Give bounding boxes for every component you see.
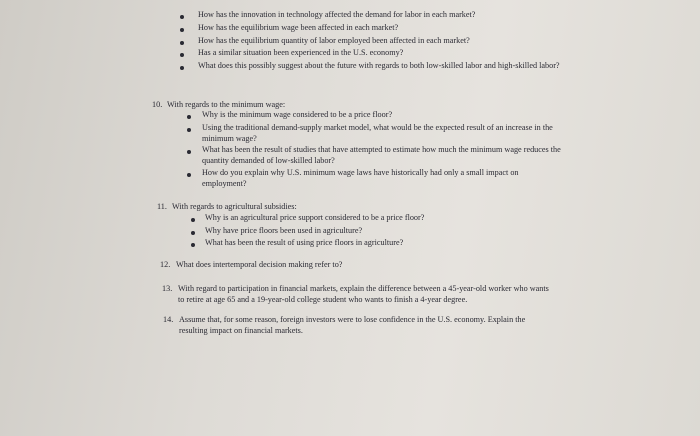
question-number: 14. (163, 315, 174, 324)
list-item: How has the equilibrium wage been affected in each market? (198, 23, 399, 32)
bullet-dot (180, 28, 184, 32)
list-item: What has been the result of studies that have attempted to estimate how much the minimum wage reduces the quantity demanded of low-skilled labor? (202, 145, 561, 165)
list-item: What has been the result of using price floors in agriculture? (205, 238, 404, 247)
bullet-dot (187, 115, 191, 119)
list-item: What does this possibly suggest about the future with regards to both low-skilled labor and high-skilled labor? (198, 61, 560, 70)
list-item: Has a similar situation been experienced in the U.S. economy? (198, 48, 404, 57)
bullet-dot (180, 15, 184, 19)
list-item: Why have price floors been used in agriculture? (205, 226, 363, 235)
question-text: Assume that, for some reason, foreign investors were to lose confidence in the U.S. economy. Explain the resulting impact on financial markets. (179, 315, 526, 335)
list-item: Why is the minimum wage considered to be a price floor? (202, 110, 393, 119)
list-item: Using the traditional demand-supply market model, what would be the expected result of an increase in the minimum wage? (202, 123, 553, 143)
list-item: How do you explain why U.S. minimum wage laws have historically had only a small impact on employment? (202, 168, 519, 188)
question-number: 11. (157, 202, 167, 211)
list-item: How has the equilibrium quantity of labor employed been affected in each market? (198, 36, 470, 45)
list-item: How has the innovation in technology affected the demand for labor in each market? (198, 10, 476, 19)
question-number: 13. (162, 284, 173, 293)
question-text: What does intertemporal decision making refer to? (176, 260, 343, 269)
question-text: With regard to participation in financial markets, explain the difference between a 45-year-old worker who wants to retire at age 65 and a 19-year-old college student who wants to finish a 4-year degree. (178, 284, 549, 304)
question-number: 12. (160, 260, 171, 269)
bullet-dot (187, 173, 191, 177)
bullet-dot (191, 243, 195, 247)
bullet-dot (187, 128, 191, 132)
bullet-dot (180, 66, 184, 70)
bullet-dot (180, 53, 184, 57)
list-item: Why is an agricultural price support considered to be a price floor? (205, 213, 425, 222)
bullet-dot (180, 41, 184, 45)
bullet-dot (191, 231, 195, 235)
bullet-dot (187, 150, 191, 154)
question-text: With regards to the minimum wage: (167, 100, 286, 109)
question-number: 10. (152, 100, 163, 109)
question-text: With regards to agricultural subsidies: (172, 202, 297, 211)
bullet-dot (191, 218, 195, 222)
